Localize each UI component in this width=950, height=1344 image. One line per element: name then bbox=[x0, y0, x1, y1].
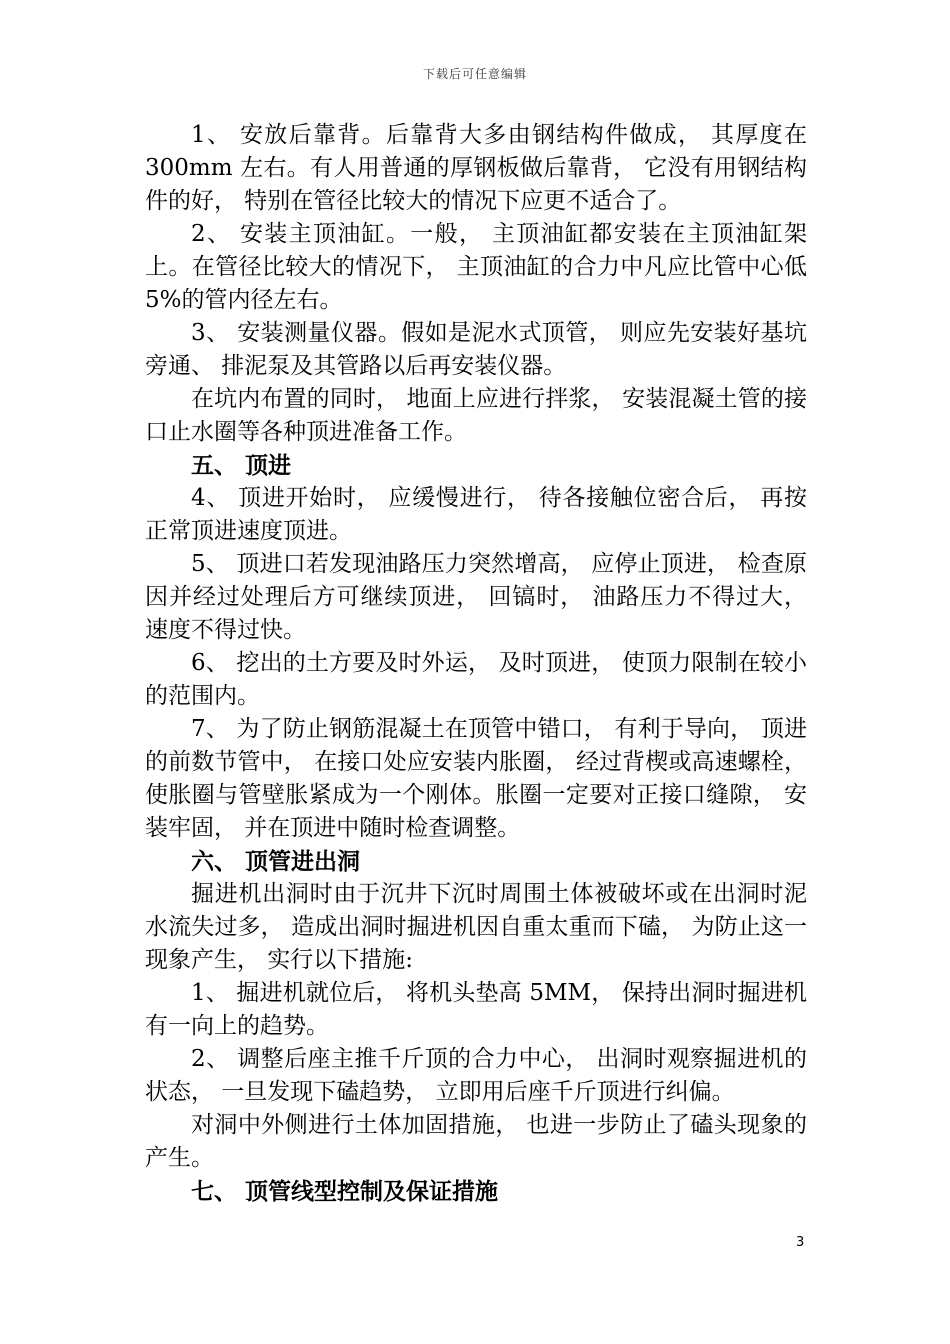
paragraph-11: 掘进机出洞时由于沉井下沉时周围土体被破坏或在出洞时泥水流失过多， 造成出洞时掘进机因自重太重而下磕， 为防止这一现象产生， 实行以下措施: bbox=[145, 881, 807, 973]
paragraph-7: 5、 顶进口若发现油路压力突然增高， 应停止顶进， 检查原因并经过处理后方可继续顶进， 回镐时， 油路压力不得过大， 速度不得过快。 bbox=[145, 551, 807, 643]
paragraph-4: 在坑内布置的同时， 地面上应进行拌浆， 安装混凝土管的接口止水圈等各种顶进准备工作。 bbox=[145, 386, 807, 445]
paragraph-3: 3、 安装测量仪器。假如是泥水式顶管， 则应先安装好基坑旁通、 排泥泵及其管路以后再安装仪器。 bbox=[145, 320, 807, 379]
paragraph-9: 7、 为了防止钢筋混凝土在顶管中错口， 有利于导向， 顶进的前数节管中， 在接口处应安装内胀圈， 经过背楔或高速螺栓， 使胀圈与管壁胀紧成为一个刚体。胀圈一定要对正接口缝隙， 安装牢固， 并在顶进中随时检查调整。 bbox=[145, 716, 807, 841]
paragraph-8: 6、 挖出的土方要及时外运， 及时顶进， 使顶力限制在较小的范围内。 bbox=[145, 650, 807, 709]
section-heading-7: 七、 顶管线型控制及保证措施 bbox=[191, 1178, 499, 1205]
section-heading-6: 六、 顶管进出洞 bbox=[191, 848, 361, 875]
paragraph-14: 对洞中外侧进行土体加固措施， 也进一步防止了磕头现象的产生。 bbox=[145, 1112, 807, 1171]
paragraph-2: 2、 安装主顶油缸。一般， 主顶油缸都安装在主顶油缸架上。在管径比较大的情况下， 主顶油缸的合力中凡应比管中心低 5%的管内径左右。 bbox=[145, 221, 807, 313]
paragraph-1: 1、 安放后靠背。后靠背大多由钢结构件做成， 其厚度在 300mm 左右。有人用普通的厚钢板做后靠背， 它没有用钢结构件的好， 特别在管径比较大的情况下应更不适合了。 bbox=[145, 122, 807, 214]
paragraph-13: 2、 调整后座主推千斤顶的合力中心， 出洞时观察掘进机的状态， 一旦发现下磕趋势， 立即用后座千斤顶进行纠偏。 bbox=[145, 1046, 807, 1105]
document-body bbox=[145, 119, 807, 1208]
paragraph-6: 4、 顶进开始时， 应缓慢进行， 待各接触位密合后， 再按正常顶进速度顶进。 bbox=[145, 485, 807, 544]
page-header: 下载后可任意编辑 bbox=[422, 67, 527, 81]
page-number: 3 bbox=[796, 1235, 805, 1250]
paragraph-12: 1、 掘进机就位后， 将机头垫高 5MM， 保持出洞时掘进机有一向上的趋势。 bbox=[145, 980, 807, 1039]
section-heading-5: 五、 顶进 bbox=[191, 452, 292, 479]
